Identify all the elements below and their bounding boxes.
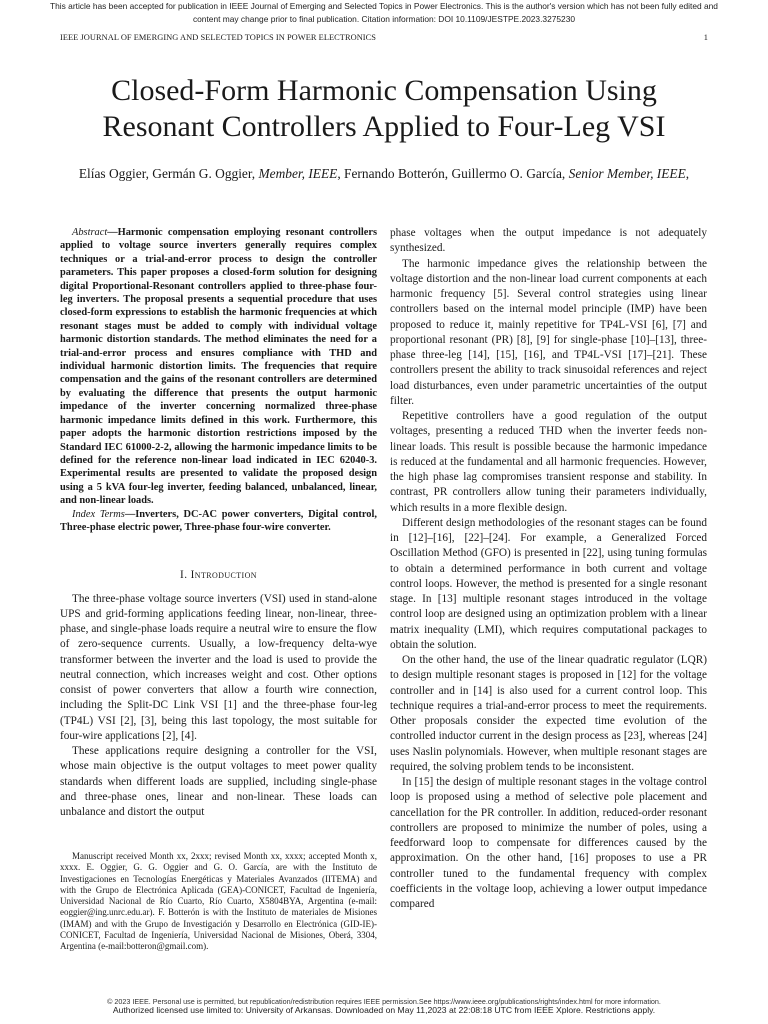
paper-title [40,73,728,145]
authors-part-3: , [685,166,690,181]
section-title: Introduction [190,569,257,582]
paper-title-line-2: Resonant Controllers Applied to Four-Leg VSI [102,110,666,143]
publication-notice-line-2: content may change prior to final publication. Citation information: DOI 10.1109/JESTPE.2023.3275230 [192,13,576,24]
body-paragraph: The harmonic impedance gives the relationship between the voltage distortion and the non-linear load current components at each harmonic frequency [5]. Several control strategies using linear controllers based on the internal model principle (IMP) have been proposed to reduce it, mainly repetitive for TP4L-VSI [6], [7] and proportional resonant (PR) [8], [9] for single-phase [10]–[13], three-phase three-leg [14], [15], [16], and TP4L-VSI [17]–[21]. These controllers present the ability to track sinusoidal references and reject load disturbances, even under parametric uncertainties of the output filter. [390,257,707,407]
author-role-2: Senior Member, IEEE [568,166,686,181]
body-paragraph: The three-phase voltage source inverters (VSI) used in stand-alone UPS and grid-forming applications feeding linear, non-linear, three-phase, and single-phase loads require a neutral wire to ensure the flow of zero-sequence currents. Usually, a low-frequency delta-wye transformer between the inverter and the load is used to provide the neutral connection, which increases weight and cost. Other options consist of power converters that allow a fourth wire connection, including the Split-DC Link VSI [1] and the three-phase four-leg (TP4L) VSI [2], [3], being this last topology, the most suitable for four-wire applications [2], [4]. [60,592,377,742]
left-column [60,226,377,820]
publication-notice-line-1: This article has been accepted for publication in IEEE Journal of Emerging and Selected Topics in Power Electronics. This is the author's version which has not been fully edited and [50,1,718,11]
publication-notice [0,0,768,25]
body-paragraph: Repetitive controllers have a good regulation of the output voltages, presenting a reduced THD when the inverter feeds non-linear loads. This result is possible because the harmonic impedance is reduced at the fundamental and all harmonic frequencies. However, the high phase lag compromises transient response and stability. In contrast, PR controllers allow tuning their parameters individually, which results in a more flexible design. [390,410,707,514]
body-paragraph: Different design methodologies of the resonant stages can be found in [12]–[16], [22]–[24]. For example, a Generalized Forced Oscillation Method (GFO) is presented in [22], using tuning formulas to obtain a determined performance in both current and voltage control loops. However, the method is presented for a single resonant stage. In [13] multiple resonant stages introduced in the voltage control loop are designed using an optimization problem with a linear matrix inequality (LMI), which requires computational packages to obtain the solution. [390,516,707,651]
abstract [60,226,377,508]
index-terms [60,508,377,535]
manuscript-footnote: Manuscript received Month xx, 2xxx; revised Month xx, xxxx; accepted Month x, xxxx. E. Oggier, G. G. Oggier and G. O. García, are with the Instituto de Investigaciones en Tecnologías Energéticas y Materiales Avanzados (IITEMA) and with the Grupo de Electrónica Aplicada (GEA)-CONICET, Facultad de Ingeniería, Universidad Nacional de Río Cuarto, Río Cuarto, X5804BYA, Argentina (e-mail: eoggier@ing.unrc.edu.ar). F. Botterón is with the Instituto de materiales de Misiones (IMAM) and with the Grupo de Investigación y Desarrollo en Electrónica (GID-IE)-CONICET, Facultad de Ingeniería, Universidad Nacional de Misiones, Oberá, 3304, Argentina (e-mail:botteron@gmail.com). [60,851,377,952]
authors-part-1: Elías Oggier, Germán G. Oggier, [78,166,259,181]
license-notice: Authorized licensed use limited to: University of Arkansas. Downloaded on May 11,2023 at 22:08:18 UTC from IEEE Xplore. Restrictions apply. [112,1005,656,1015]
section-heading [60,568,377,583]
body-paragraph: These applications require designing a controller for the VSI, whose main objective is the output voltages to meet power quality standards when different loads are supplied, including single-phase and three-phase ones, linear and non-linear. These loads can unbalance and distort the output [60,745,377,819]
author-role-1: Member, IEEE [258,166,338,181]
body-paragraph: In [15] the design of multiple resonant stages in the voltage control loop is proposed using a method of selective pole placement and cancellation for the PR controller. In addition, reduced-order resonant controllers are proposed to minimize the number of poles, using a feedforward loop to compensate for differences caused by the approximation. On the other hand, [16] proposes to use a PR controller tuned to the fundamental frequency with complex coefficients in the voltage loop, achieving a lower output impedance compared [390,776,707,910]
running-head [60,33,708,42]
author-list [40,165,728,183]
abstract-text: —Harmonic compensation employing resonant controllers applied to voltage source inverters generally requires complex techniques or a trial-and-error process to design the controller parameters. This paper proposes a closed-form solution for designing digital Proportional-Resonant controllers applied to three-phase four-leg inverters. The proposal presents a sequential procedure that uses closed-form expressions to establish the harmonic frequencies at which resonant stages must be added to comply with individual voltage harmonic distortion standards. The method eliminates the need for a trial-and-error process and ensures compliance with THD and individual harmonic distortion limits. The frequencies that require compensation and the gains of the resonant controllers are determined by evaluating the difference that presents the output harmonic impedance of the inverter concerning normalized three-phase harmonic impedance limits defined in this work. Furthermore, this paper adopts the harmonic distortion restrictions imposed by the Standard IEC 61000-2-2, allowing the harmonic impedance limits to be defined for the reference non-linear load indicated in IEC 62040-3. Experimental results are presented to validate the proposed design using a 5 kVA four-leg inverter, feeding balanced, unbalanced, linear, and non-linear loads. [60,227,377,507]
right-column [390,226,707,912]
authors-part-2: , Fernando Botterón, Guillermo O. García, [337,166,569,181]
body-paragraph: On the other hand, the use of the linear quadratic regulator (LQR) to design multiple resonant stages is proposed in [12] for the voltage controller and in [14] is also used for a current control loop. This technique requires a trial-and-error process to meet the requirements. Other proposals consider the expected time evolution of the controlled inductor current in the design process as [23], whereas [24] uses Naslin polynomials. However, when multiple resonant stages are required, the solving problem tends to be inconsistent. [390,654,707,773]
index-terms-lead: Index Terms [72,508,125,520]
section-number: I. [180,569,188,582]
copyright-notice: © 2023 IEEE. Personal use is permitted, but republication/redistribution requires IEEE permission.See https://www.ieee.org/publications/rights/index.html for more information. [107,997,661,1006]
index-terms-text: —Inverters, DC-AC power converters, Digital control, Three-phase electric power, Three-phase four-wire converter. [60,508,377,533]
paper-title-line-1: Closed-Form Harmonic Compensation Using [111,74,657,107]
journal-name: IEEE JOURNAL OF EMERGING AND SELECTED TOPICS IN POWER ELECTRONICS [60,33,376,42]
page-number: 1 [703,33,708,42]
abstract-lead: Abstract [72,227,108,238]
body-paragraph: phase voltages when the output impedance is not adequately synthesized. [390,227,707,255]
